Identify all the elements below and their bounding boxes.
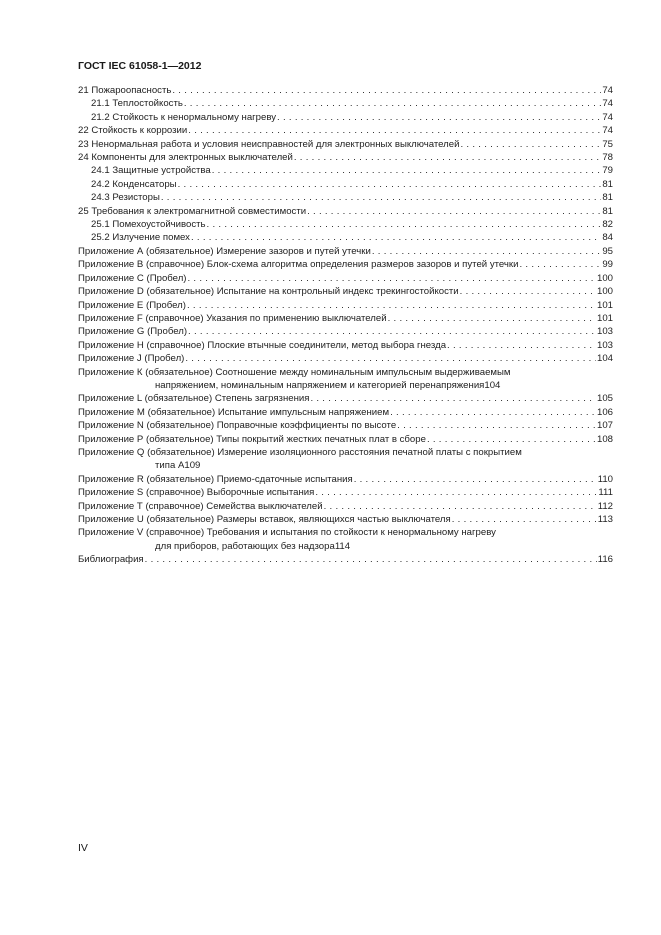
toc-entry-title: 24.2 Конденсаторы [91, 178, 177, 190]
toc-entry-title: 23 Ненормальная работа и условия неисправностей для электронных выключателей [78, 138, 460, 150]
page-number: IV [78, 842, 88, 854]
toc-leader-dots [397, 419, 596, 432]
toc-leader-dots [315, 486, 597, 499]
toc-entry-title: Приложение G (Пробел) [78, 326, 188, 338]
toc-entry [78, 111, 613, 124]
toc-leader-dots [207, 218, 602, 231]
toc-entry-page: 101 [596, 312, 613, 324]
toc-entry-title: 25.2 Излучение помех [91, 232, 190, 244]
toc-entry [78, 312, 613, 325]
toc-entry-title: 24.3 Резисторы [91, 192, 160, 204]
toc-leader-dots [427, 433, 596, 446]
toc-entry-title: Приложение D (обязательное) Испытание на контрольный индекс трекингостойкости [78, 286, 459, 298]
toc-entry [78, 352, 613, 365]
toc-entry-page: 103 [596, 339, 613, 351]
toc-entry-page: 81 [602, 178, 613, 190]
toc-entry-title: 22 Стойкость к коррозии [78, 125, 188, 137]
toc-entry-title: Приложение А (обязательное) Измерение зазоров и путей утечки [78, 245, 371, 257]
toc-entry-annex-v: Приложение V (справочное) Требования и испытания по стойкости к ненормальному нагреву для приборов, работающих без надзора 114 [78, 527, 496, 552]
toc-leader-dots [388, 312, 596, 325]
toc-entry [78, 164, 613, 177]
toc-entry-page: 101 [596, 299, 613, 311]
toc-entry [78, 191, 613, 204]
toc-entry-page: 78 [602, 152, 613, 164]
toc-leader-dots [187, 299, 596, 312]
toc-entry-title: 21 Пожароопасность [78, 85, 172, 96]
toc-entry [78, 285, 613, 298]
toc-entry-title: Приложение S (справочное) Выборочные испытания [78, 487, 315, 499]
toc-entry-title: Приложение N (обязательное) Поправочные коэффициенты по высоте [78, 420, 397, 432]
toc-entry-title: Приложение В (справочное) Блок-схема алгоритма определения размеров зазоров и путей утечки [78, 259, 519, 271]
toc-entry-title: Приложение L (обязательное) Степень загрязнения [78, 393, 310, 405]
toc-entry-page: 75 [602, 138, 613, 150]
toc-entry-page: 95 [602, 245, 613, 257]
toc-entry [78, 339, 613, 352]
toc-entry-title: Приложение М (обязательное) Испытание импульсным напряжением [78, 406, 390, 418]
toc-leader-dots [324, 500, 597, 513]
toc-entry-annex-q: Приложение Q (обязательное) Измерение изоляционного расстояния печатной платы с покрытием типа А 109 [78, 446, 522, 472]
toc-entry-page: 107 [596, 420, 613, 432]
toc-entry-page: 116 [597, 554, 613, 566]
toc-entry-title: Приложение J (Пробел) [78, 353, 185, 365]
toc-entry-page: 84 [602, 232, 613, 244]
toc-entry-page: 106 [596, 406, 613, 418]
toc-entry [78, 513, 613, 526]
toc-leader-dots [191, 231, 601, 244]
toc-leader-dots [188, 124, 601, 137]
toc-leader-dots [447, 339, 596, 352]
toc-entry [78, 473, 613, 486]
toc-entry [78, 406, 613, 419]
toc-entry-page: 81 [602, 192, 613, 204]
toc-entry [78, 272, 613, 285]
toc-entry-title: Приложение F (справочное) Указания по применению выключателей [78, 312, 387, 324]
toc-entry-title: 24.1 Защитные устройства [91, 165, 211, 177]
toc-entry [78, 419, 613, 432]
toc-entry [78, 218, 613, 231]
toc-leader-dots [185, 352, 596, 365]
toc-entry [78, 178, 613, 191]
toc-entry-title: 21.1 Теплостойкость [91, 98, 183, 110]
table-of-contents [78, 84, 613, 567]
toc-entry [78, 433, 613, 446]
toc-entry [78, 205, 613, 218]
toc-entry [78, 325, 613, 338]
toc-entry [78, 151, 613, 164]
toc-entry [78, 486, 613, 499]
document-header: ГОСТ IEC 61058-1—2012 [78, 60, 202, 72]
toc-entry-title: Приложение Р (обязательное) Типы покрытий жестких печатных плат в сборе [78, 433, 426, 445]
toc-entry-title: Приложение С (Пробел) [78, 272, 187, 284]
toc-leader-dots [172, 84, 601, 97]
toc-entry-page: 104 [596, 353, 613, 365]
toc-leader-dots [354, 473, 597, 486]
toc-leader-dots [294, 151, 601, 164]
toc-leader-dots [212, 164, 602, 177]
toc-entry-title: Приложение U (обязательное) Размеры вставок, являющихся частью выключателя [78, 514, 451, 525]
toc-entry [78, 392, 613, 405]
toc-entry-page: 79 [602, 165, 613, 177]
toc-entry-title: Приложение R (обязательное) Приемо-сдаточные испытания [78, 473, 353, 485]
toc-entry-page: 100 [596, 272, 613, 284]
toc-entry-title: Библиография [78, 554, 144, 566]
toc-entry-page: 105 [596, 393, 613, 405]
toc-entry-page: 99 [602, 259, 613, 271]
toc-entry-page: 113 [597, 514, 613, 525]
toc-leader-dots [307, 205, 601, 218]
toc-entry [78, 231, 613, 244]
toc-leader-dots [161, 191, 601, 204]
toc-leader-dots [145, 553, 597, 566]
toc-entry-page: 111 [598, 487, 613, 499]
toc-entry-page: 103 [596, 326, 613, 338]
toc-entry-page: 110 [597, 473, 613, 485]
toc-leader-dots [452, 513, 597, 526]
toc-entry-title: 25 Требования к электромагнитной совместимости [78, 205, 307, 217]
toc-entry-title: 24 Компоненты для электронных выключателей [78, 152, 293, 164]
toc-leader-dots [372, 245, 602, 258]
toc-entry-page: 82 [602, 219, 613, 231]
toc-leader-dots [188, 325, 596, 338]
toc-leader-dots [184, 97, 601, 110]
toc-entry-page: 74 [602, 111, 613, 123]
toc-entry-title: Приложение Н (справочное) Плоские втычные соединители, метод выбора гнезда [78, 339, 447, 351]
toc-entry-title: Приложение Т (справочное) Семейства выключателей [78, 500, 323, 512]
toc-leader-dots [390, 406, 596, 419]
toc-entry [78, 553, 613, 566]
toc-leader-dots [519, 258, 601, 271]
toc-entry-page: 74 [602, 125, 613, 137]
toc-leader-dots [277, 111, 601, 124]
toc-leader-dots [178, 178, 602, 191]
toc-entry-title: 21.2 Стойкость к ненормальному нагреву [91, 111, 277, 123]
toc-entry [78, 258, 613, 271]
toc-leader-dots [460, 285, 596, 298]
toc-entry-page: 100 [596, 286, 613, 298]
toc-entry-page: 112 [597, 500, 613, 512]
toc-entry-page: 74 [602, 85, 613, 96]
toc-entry-title: Приложение Е (Пробел) [78, 299, 186, 311]
toc-entry [78, 84, 613, 97]
toc-entry [78, 138, 613, 151]
toc-entry [78, 245, 613, 258]
toc-entry [78, 97, 613, 110]
toc-entry-page: 81 [602, 205, 613, 217]
toc-entry [78, 124, 613, 137]
toc-leader-dots [460, 138, 601, 151]
toc-entry [78, 500, 613, 513]
toc-leader-dots [188, 272, 596, 285]
toc-entry-annex-k: Приложение К (обязательное) Соотношение между номинальным импульсным выдерживаемым напряжением, номинальным напряжением и категорией перенапряжения 104 [78, 366, 511, 391]
toc-entry [78, 299, 613, 312]
toc-entry-page: 74 [602, 98, 613, 110]
toc-entry-title: 25.1 Помехоустойчивость [91, 219, 206, 231]
toc-leader-dots [310, 392, 596, 405]
toc-entry-page: 108 [596, 433, 613, 445]
